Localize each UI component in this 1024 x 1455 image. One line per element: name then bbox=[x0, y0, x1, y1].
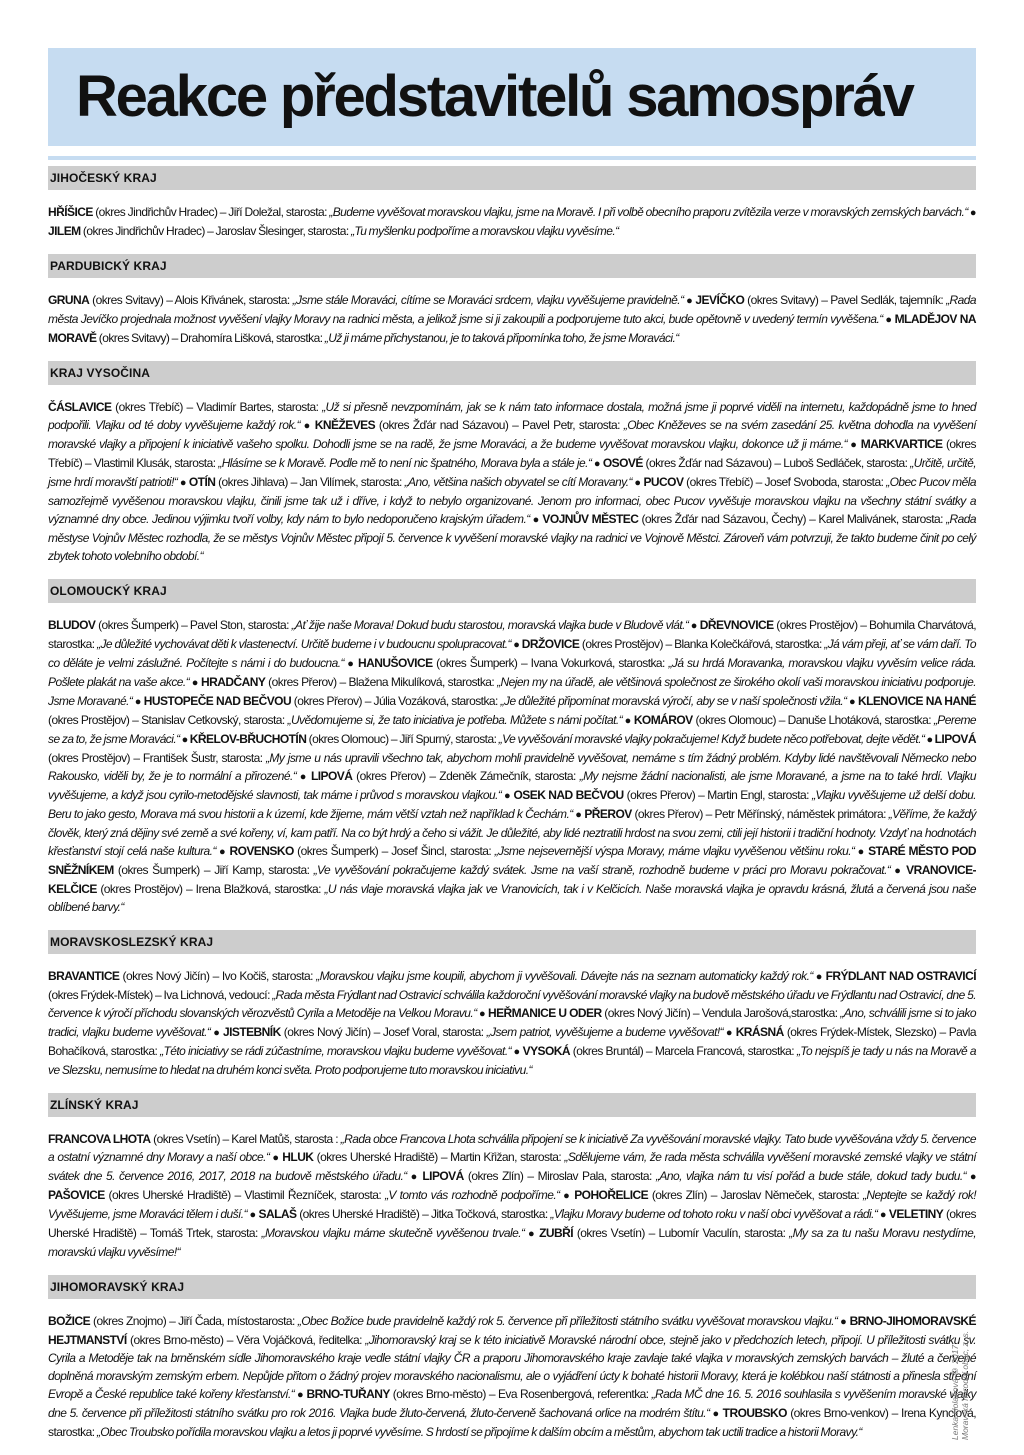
entry-quote: „Neptejte se každý rok! Vyvěšujeme, jsme Moraváci tělem i duší.“ bbox=[48, 1188, 977, 1221]
entry-info: (okres Šumperk) – Jiří Kamp, starosta: bbox=[113, 863, 314, 877]
bullet-separator: ● bbox=[924, 734, 935, 746]
entry-quote: „Této iniciativy se rádi zúčastníme, moravskou vlajku budeme vyvěšovat.“ bbox=[160, 1044, 512, 1058]
bullet-separator: ● bbox=[269, 1152, 283, 1164]
section-header: PARDUBICKÝ KRAJ bbox=[48, 254, 976, 278]
section-text bbox=[48, 967, 976, 1079]
bullet-separator: ● bbox=[709, 1408, 723, 1420]
section-header: MORAVSKOSLEZSKÝ KRAJ bbox=[48, 930, 976, 954]
entry-quote: „Obec Pucov měla samozřejmě vyvěšenou moravskou vlajku, činili jsme tak už i dříve, i když to nebylo organizované. Jenom pro informaci, obec Pucov vyvěšuje moravskou vlajku na všechny státní svátky a významné dny obce. Jedinou výjimku tvoří volby, kdy nám to bylo nedoporučeno krajským úřadem.“ bbox=[48, 475, 976, 526]
entry-info: (okres Třebíč) – Vladimír Bartes, starosta: bbox=[111, 400, 323, 414]
bullet-separator: ● bbox=[476, 1008, 488, 1020]
place-name: ZUBŘÍ bbox=[539, 1226, 574, 1240]
entry-quote: „My jsme u nás upravili všechno tak, abychom mohli pravidelně vyvěšovat, nemáme s tím žádný problém. Kdyby lidé navštěvovali Německo nebo Rakousko, viděli by, že je to normální a přirozené.“ bbox=[48, 751, 977, 783]
place-name: JILEM bbox=[48, 224, 81, 238]
entry-info: (okres Zlín) – Jaroslav Němeček, starosta: bbox=[648, 1188, 863, 1202]
place-name: HEŘMANICE U ODER bbox=[487, 1006, 602, 1020]
bullet-separator: ● bbox=[572, 809, 585, 821]
entry bbox=[48, 618, 688, 632]
bullet-separator: ● bbox=[177, 477, 189, 489]
entry-quote: „Vlajku vyvěšujeme už delší dobu. Beru to jako gesto, Morava má svou historii a k území, kde žijeme, mám větší vztah než například k Čechám.“ bbox=[48, 788, 977, 821]
place-name: MLADĚJOV NA MORAVĚ bbox=[48, 312, 976, 345]
place-name: KOMÁROV bbox=[633, 713, 693, 727]
entry-quote: „Věříme, že každý člověk, který zná dějiny své země a své kořeny, ví, kam patří. Na co být hrdý a čeho si vážit. Je důležité, aby lidé neztratili hrdost na svou zemi, ctili její historii i tradiční hodnoty. Vzdyť na hodnotách křesťanství stojí celá naše kultura.“ bbox=[48, 807, 976, 858]
place-name: FRANCOVA LHOTA bbox=[48, 1132, 151, 1146]
entry-info: (okres Uherské Hradiště) – Tomáš Trtek, starosta: bbox=[48, 1207, 976, 1240]
place-name: VOJNŮV MĚSTEC bbox=[542, 512, 639, 526]
place-name: HŘÍŠICE bbox=[48, 205, 93, 219]
entry-info: (okres Třebíč) – Josef Svoboda, starosta: bbox=[683, 475, 887, 489]
entry-quote: „Jsme stále Moraváci, cítíme se Moraváci srdcem, vlajku vyvěšujeme pravidelně.“ bbox=[292, 293, 684, 307]
entry-info: (okres Nový Jičín) – Josef Voral, starosta: bbox=[280, 1025, 487, 1039]
entry-quote: „Moravskou vlajku máme skutečně vyvěšenou trvale.“ bbox=[261, 1226, 525, 1240]
entry-info: (okres Přerov) – Júlia Vozáková, starostka: bbox=[291, 694, 501, 708]
entry-info: (okres Uherské Hradiště) – Jitka Točková, starostka: bbox=[296, 1207, 551, 1221]
entry-info: (okres Přerov) – Blažena Mikulíková, starostka: bbox=[265, 675, 498, 689]
section-header: OLOMOUCKÝ KRAJ bbox=[48, 579, 976, 603]
entry-quote: „Uvědomujeme si, že tato iniciativa je potřeba. Můžete s námi počítat.“ bbox=[287, 713, 623, 727]
place-name: BLUDOV bbox=[48, 618, 96, 632]
place-name: KŘELOV-BŘUCHOTÍN bbox=[189, 732, 307, 746]
bullet-separator: ● bbox=[296, 771, 311, 783]
document-body bbox=[48, 166, 976, 1455]
entry-info: (okres Svitavy) – Alois Křivánek, starosta: bbox=[89, 293, 293, 307]
entry bbox=[144, 694, 847, 708]
entry-info: (okres Prostějov) – František Šustr, starosta: bbox=[48, 751, 266, 765]
entry-info: (okres Přerov) – Petr Měřínský, náměstek primátora: bbox=[631, 807, 889, 821]
entry-info: (okres Přerov) – Martin Engl, starosta: bbox=[623, 788, 812, 802]
entry-info: (okres Prostějov) – Irena Blažková, starostka: bbox=[96, 882, 325, 896]
entry-info: (okres Vsetín) – Karel Matůš, starosta : bbox=[150, 1132, 341, 1146]
place-name: OTÍN bbox=[188, 475, 216, 489]
place-name: OSOVÉ bbox=[602, 456, 643, 470]
entry-quote: „Rada městyse Vojnův Městec rozhodla, že se městys Vojnův Městec připojí 5. července k vyvěšení moravské vlajky na radnici ve Vojnově Městci. Zároveň vám potvrzuji, že takto budeme činit po celý zbytek tohoto volebního období.“ bbox=[48, 512, 976, 563]
place-name: TROUBSKO bbox=[722, 1406, 787, 1420]
section-olomoucky bbox=[48, 579, 976, 916]
entry bbox=[48, 224, 619, 238]
entry-quote: „Já su hrdá Moravanka, moravskou vlajku vyvěsím velice ráda. Pošlete plakát na vaše akce.“ bbox=[48, 656, 976, 689]
entry bbox=[422, 1169, 966, 1183]
entry-quote: „Obec Kněževes se na svém zasedání 25. května dohodla na vyvěšení moravské vlajky a připojení k iniciativě vašeho spolku. Dohodli jsme se na radě, že jsme Moraváci, a že budeme vyvěšovat moravskou vlajku, dokonce už ji máme.“ bbox=[48, 418, 976, 451]
entry-info: (okres Prostějov) – Stanislav Cetkovský, starosta: bbox=[48, 713, 288, 727]
bullet-separator: ● bbox=[622, 715, 634, 727]
title-banner bbox=[48, 48, 976, 146]
section-text bbox=[48, 398, 976, 565]
entry-quote: „Rada MČ dne 16. 5. 2016 souhlasila s vyvěšením moravské vlajky dne 5. července při příležitosti státního svátku pro rok 2016. Vlajka bude žluto-červená, žluto-červeně šachovaná orlice na modrém štítu.“ bbox=[48, 1387, 977, 1420]
bullet-separator: ● bbox=[847, 439, 861, 451]
entry-quote: „Ve vyvěšování pokračujeme každý svátek. Jsme na vaší straně, rozhodně budeme v práci pro Moravu pokračovat.“ bbox=[313, 863, 891, 877]
entry-quote: „Ano, schválili jsme si to jako tradici, vlajku budeme vyvěšovat.“ bbox=[48, 1006, 977, 1039]
entry-info: (okres Olomouc) – Jiří Spurný, starosta: bbox=[306, 732, 499, 746]
entry-info: (okres Frýdek-Místek, Slezsko) – Pavla Bohačíková, starostka: bbox=[48, 1025, 976, 1058]
entry bbox=[189, 475, 632, 489]
entry bbox=[223, 1025, 723, 1039]
place-name: ČÁSLAVICE bbox=[48, 400, 112, 414]
entry-quote: „Určitě, určitě, jsme hrdí moravští patrioti!“ bbox=[48, 456, 976, 489]
entry bbox=[48, 205, 968, 219]
section-header: JIHOČESKÝ KRAJ bbox=[48, 166, 976, 190]
entry-info: (okres Frýdek-Místek) – Iva Lichnová, vedoucí: bbox=[48, 988, 273, 1002]
section-header: ZLÍNSKÝ KRAJ bbox=[48, 1093, 976, 1117]
entry-info: (okres Znojmo) – Jiří Čada, místostarosta: bbox=[90, 1314, 298, 1328]
bullet-separator: ● bbox=[877, 1209, 889, 1221]
title-divider bbox=[48, 156, 976, 160]
bullet-separator: ● bbox=[501, 790, 514, 802]
entry-quote: „Ano, vlajka nám tu visí pořád a bude stále, dokud tady budu.“ bbox=[655, 1169, 967, 1183]
entry-quote: „Pereme se za to, že jsme Moraváci.“ bbox=[48, 713, 977, 746]
place-name: KRÁSNÁ bbox=[735, 1025, 784, 1039]
place-name: LIPOVÁ bbox=[422, 1169, 464, 1183]
bullet-separator: ● bbox=[247, 1209, 259, 1221]
entry-info: (okres Svitavy) – Drahomíra Lišková, starostka: bbox=[96, 331, 325, 345]
place-name: PUCOV bbox=[643, 475, 684, 489]
place-name: LIPOVÁ bbox=[934, 732, 976, 746]
entry-quote: „Je důležité vychovávat děti k vlastenectví. Určitě budeme i v budoucnu spolupracovat.“ bbox=[97, 637, 511, 651]
entry-quote: „V tomto vás rozhodně podpoříme.“ bbox=[384, 1188, 560, 1202]
place-name: SALAŠ bbox=[258, 1207, 297, 1221]
section-jihomoravsky bbox=[48, 1275, 976, 1441]
entry-quote: „Rada města Jevíčko projednala možnost vyvěšení vlajky Moravy na radnici města, a jelikož jsme si ji zakoupili a podporujeme tuto akci, bude opětovně v uvedený termín vyvěšena.“ bbox=[48, 293, 976, 326]
bullet-separator: ● bbox=[723, 1027, 736, 1039]
place-name: LIPOVÁ bbox=[310, 769, 353, 783]
credit-author: Lenka Holaňová © 2017 bbox=[950, 1344, 960, 1440]
bullet-separator: ● bbox=[511, 1046, 523, 1058]
entry-quote: „My nejsme žádní nacionalisti, ale jsme Moravané, a jsme na to také hrdí. Vlajku vyvěšujeme, a když jsou cyrilo-metodějské slavnosti, tak máme i průvod s moravskou vlajkou.“ bbox=[48, 769, 976, 802]
entry-quote: „Ve vyvěšování moravské vlajky pokračujeme! Když budete něco potřebovat, dejte vědět.“ bbox=[498, 732, 925, 746]
bullet-separator: ● bbox=[215, 846, 230, 858]
entry-quote: „To nejspíš je tady u nás na Moravě a ve Slezsku, nemusíme to hledat na druhém konci světa. Proto podporujeme tuto moravskou iniciativu.“ bbox=[48, 1044, 976, 1077]
entry-info: (okres Vsetín) – Lubomír Vaculín, starosta: bbox=[573, 1226, 790, 1240]
bullet-separator: ● bbox=[631, 477, 644, 489]
place-name: JEVÍČKO bbox=[695, 293, 745, 307]
entry-info: (okres Žďár nad Sázavou) – Luboš Sedláček, starosta: bbox=[642, 456, 911, 470]
place-name: BRAVANTICE bbox=[48, 969, 120, 983]
entry-info: (okres Svitavy) – Pavel Sedlák, tajemník: bbox=[744, 293, 947, 307]
bullet-separator: ● bbox=[812, 971, 826, 983]
entry-quote: „Já vám přeji, ať se vám daří. To co děláte je velmi záslužné. Počítejte s námi i do budoucna.“ bbox=[48, 637, 977, 670]
entry-quote: „Budeme vyvěšovat moravskou vlajku, jsme na Moravě. I při volbě obecního praporu zvítězila verze v moravských zemských barvách.“ bbox=[329, 205, 968, 219]
bullet-separator: ● bbox=[406, 1171, 423, 1183]
entry-quote: „Jihomoravský kraj se k této iniciativě Moravské národní obce, stejně jako v předchozích letech, připojí. U příležitosti svátku sv. Cyrila a Metoděje tak na brněnském sídle Jihomoravského kraje vedle státní vlajky ČR a praporu Jihomoravského kraje zavlaje také vlajka v moravských zemských barvách – žluté a červené doplněná moravským zemským erbem. Nepůjde přitom o žádný projev moravského nacionalismu, ale o vyjádření úcty k bohaté historii Moravy, která je kolébkou naší státnosti a přinesla střední Evropě a České republice také kořeny křesťanství.“ bbox=[48, 1333, 976, 1401]
place-name: ROVENSKO bbox=[229, 844, 294, 858]
place-name: DRŽOVICE bbox=[521, 637, 580, 651]
entry-info: (okres Prostějov) – Blanka Kolečkářová, starostka: bbox=[579, 637, 825, 651]
section-jihocesky bbox=[48, 166, 976, 240]
bullet-separator: ● bbox=[559, 1190, 575, 1202]
section-header: KRAJ VYSOČINA bbox=[48, 361, 976, 385]
entry-quote: „U nás vlaje moravská vlajka jak ve Vranovicích, tak i v Kelčicích. Naše moravská vlajka je opravdu krásná, žlutá a červená jsou naše oblíbené barvy.“ bbox=[48, 882, 976, 914]
place-name: POHOŘELICE bbox=[574, 1188, 649, 1202]
section-pardubicky bbox=[48, 254, 976, 347]
place-name: HANUŠOVICE bbox=[358, 656, 433, 670]
place-name: HLUK bbox=[282, 1150, 314, 1164]
entry bbox=[229, 844, 854, 858]
entry-info: (okres Přerov) – Zdeněk Zámečník, starosta: bbox=[352, 769, 580, 783]
bullet-separator: ● bbox=[591, 458, 603, 470]
entry-quote: „Ať žije naše Morava! Dokud budu starostou, moravská vlajka bude v Bludově vlát.“ bbox=[291, 618, 689, 632]
bullet-separator: ● bbox=[967, 207, 977, 219]
entry bbox=[48, 293, 684, 307]
entry-info: (okres Žďár nad Sázavou, Čechy) – Karel Malivánek, starosta: bbox=[638, 512, 947, 526]
bullet-separator: ● bbox=[294, 1389, 307, 1401]
bullet-separator: ● bbox=[344, 658, 359, 670]
page-title: Reakce představitelů samospráv bbox=[76, 64, 913, 129]
place-name: VYSOKÁ bbox=[522, 1044, 570, 1058]
bullet-separator: ● bbox=[300, 420, 315, 432]
entry-info: (okres Uherské Hradiště) – Martin Křižan, starosta: bbox=[313, 1150, 565, 1164]
entry-quote: „Jsem patriot, vyvěšujeme a budeme vyvěšovat!“ bbox=[486, 1025, 724, 1039]
entry-quote: „Rada obce Francova Lhota schválila připojení se k iniciativě Za vyvěšování moravské vlajky. Tato bude vyvěšována vždy 5. července a ostatní významné dny Moravy a naší obce.“ bbox=[48, 1132, 976, 1164]
entry bbox=[190, 732, 925, 746]
bullet-separator: ● bbox=[683, 295, 696, 307]
place-name: OSEK NAD BEČVOU bbox=[513, 788, 624, 802]
entry-quote: „Rada města Frýdlant nad Ostravicí schválila každoroční vyvěšování moravské vlajky na budově městského úřadu ve Frýdlantu nad Ostravicí, dne 5. července k výročí příchodu slovanských věrozvěstů Cyrila a Metoděje na Velkou Moravu.“ bbox=[48, 988, 976, 1020]
entry-quote: „Jsme nejsevernější výspa Moravy, máme vlajku vyvěšenou většinu roku.“ bbox=[494, 844, 855, 858]
place-name: PŘEROV bbox=[584, 807, 632, 821]
entry-quote: „Tu myšlenku podpoříme a moravskou vlajku vyvěsíme.“ bbox=[350, 224, 619, 238]
entry-quote: „Moravskou vlajku jsme koupili, abychom ji vyvěšovali. Dávejte nás na seznam automaticky každý rok.“ bbox=[316, 969, 813, 983]
entry-quote: „Už ji máme přichystanou, je to taková připomínka toho, že jsme Moraváci.“ bbox=[324, 331, 679, 345]
entry-info: (okres Zlín) – Miroslav Pala, starosta: bbox=[463, 1169, 656, 1183]
entry-info: (okres Prostějov) – Bohumila Charvátová, starostka: bbox=[48, 618, 976, 651]
section-zlinsky bbox=[48, 1093, 976, 1261]
entry-info: (okres Jindřichův Hradec) – Jiří Doležal, starosta: bbox=[92, 205, 330, 219]
place-name: DŘEVNOVICE bbox=[699, 618, 774, 632]
bullet-separator: ● bbox=[854, 846, 869, 858]
entry-info: (okres Nový Jičín) – Ivo Kočiš, starosta: bbox=[119, 969, 317, 983]
bullet-separator: ● bbox=[882, 314, 895, 326]
place-name: PAŠOVICE bbox=[48, 1188, 105, 1202]
entry-quote: „Sdělujeme vám, že rada města schválila vyvěšení moravské zemské vlajky ve státní svátek dne 5. července 2016, 2017, 2018 na budově městského úřadu.“ bbox=[48, 1150, 976, 1183]
entry-info: (okres Bruntál) – Marcela Francová, starostka: bbox=[570, 1044, 797, 1058]
section-text bbox=[48, 616, 976, 916]
place-name: KLENOVICE NA HANÉ bbox=[857, 694, 977, 708]
bullet-separator: ● bbox=[189, 677, 202, 689]
section-text bbox=[48, 1312, 976, 1441]
entry-info: (okres Šumperk) – Josef Šincl, starosta: bbox=[293, 844, 495, 858]
entry-info: (okres Šumperk) – Ivana Vokurková, starostka: bbox=[432, 656, 669, 670]
entry-info: (okres Šumperk) – Pavel Ston, starosta: bbox=[95, 618, 292, 632]
entry-info: (okres Brno-venkov) – Irena Kynclová, starostka: bbox=[48, 1406, 976, 1439]
entry-info: (okres Jihlava) – Jan Vilímek, starosta: bbox=[215, 475, 405, 489]
entry-info: (okres Třebíč) – Vlastimil Klusák, starosta: bbox=[48, 437, 977, 470]
bullet-separator: ● bbox=[524, 1228, 540, 1240]
place-name: FRÝDLANT NAD OSTRAVICÍ bbox=[825, 969, 976, 983]
bullet-separator: ● bbox=[210, 1027, 223, 1039]
section-text bbox=[48, 291, 976, 347]
bullet-separator: ● bbox=[846, 696, 858, 708]
section-vysocina bbox=[48, 361, 976, 565]
bullet-separator: ● bbox=[837, 1316, 850, 1328]
place-name: KNĚŽEVES bbox=[314, 418, 376, 432]
bullet-separator: ● bbox=[132, 696, 144, 708]
entry-info: (okres Brno-město) – Věra Vojáčková, ředitelka: bbox=[126, 1333, 366, 1347]
section-moravskoslezsky bbox=[48, 930, 976, 1079]
place-name: BOŽICE bbox=[48, 1314, 91, 1328]
entry bbox=[259, 1207, 878, 1221]
bullet-separator: ● bbox=[179, 734, 190, 746]
entry bbox=[48, 969, 813, 983]
place-name: VRANOVICE-KELČICE bbox=[48, 863, 976, 896]
bullet-separator: ● bbox=[529, 514, 543, 526]
place-name: BRNO-TUŘANY bbox=[306, 1387, 390, 1401]
entry-quote: „Obec Božice bude pravidelně každý rok 5. července při příležitosti státního svátku vyvěšovat moravskou vlajku.“ bbox=[297, 1314, 838, 1328]
entry bbox=[48, 1188, 560, 1202]
credit-org: Moravská národní obec, z. s. bbox=[960, 1330, 970, 1440]
section-text bbox=[48, 1130, 976, 1261]
entry-info: (okres Uherské Hradiště) – Vlastimil Řezníček, starosta: bbox=[104, 1188, 385, 1202]
author-credit bbox=[950, 1300, 978, 1440]
entry-quote: „Je důležité připomínat moravská výročí, aby se v naší společnosti vžila.“ bbox=[500, 694, 847, 708]
place-name: HUSTOPEČE NAD BEČVOU bbox=[143, 694, 292, 708]
entry-quote: „Obec Troubsko pořídila moravskou vlajku a letos ji poprvé vyvěsíme. S hrdostí se připojíme k dalším obcím a městům, abychom tak uctili tradice a historii Moravy.“ bbox=[96, 1425, 862, 1439]
bullet-separator: ● bbox=[511, 639, 522, 651]
entry-quote: „My sa za tu našu Moravu nestydíme, moravskú vlajku vyvěsíme!“ bbox=[48, 1226, 976, 1259]
entry-info: (okres Nový Jičín) – Vendula Jarošová,starostka: bbox=[601, 1006, 841, 1020]
entry bbox=[48, 1314, 837, 1328]
entry-info: (okres Brno-město) – Eva Rosenbergová, referentka: bbox=[389, 1387, 652, 1401]
place-name: STARÉ MĚSTO POD SNĚŽNÍKEM bbox=[48, 844, 977, 877]
section-header: JIHOMORAVSKÝ KRAJ bbox=[48, 1275, 976, 1299]
entry-quote: „Ano, většina našich obyvatel se cítí Moravany.“ bbox=[404, 475, 632, 489]
entry-quote: „Hlásíme se k Moravě. Podle mě to není nic špatného, Morava byla a stále je.“ bbox=[218, 456, 592, 470]
place-name: VELETINY bbox=[888, 1207, 944, 1221]
bullet-separator: ● bbox=[688, 620, 700, 632]
entry-info: (okres Žďár nad Sázavou) – Pavel Petr, starosta: bbox=[375, 418, 624, 432]
place-name: HRADČANY bbox=[201, 675, 266, 689]
bullet-separator: ● bbox=[966, 1171, 976, 1183]
entry-info: (okres Olomouc) – Danuše Lhotáková, starostka: bbox=[692, 713, 934, 727]
entry-quote: „Nejen my na úřadě, ale většinová společnost ze širokého okolí vaši moravskou iniciativu podporuje. Jsme Moravané.“ bbox=[48, 675, 976, 708]
place-name: JISTEBNÍK bbox=[222, 1025, 281, 1039]
section-text bbox=[48, 203, 976, 240]
place-name: MARKVARTICE bbox=[860, 437, 943, 451]
entry-quote: „Už si přesně nevzpomínám, jak se k nám tato informace dostala, možná jsme ji poprvé viděli na internetu, každopádně jsme to hned podpořili. Vlajku od té doby vyvěšujeme každý rok.“ bbox=[48, 400, 977, 432]
entry-quote: „Vlajku Moravy budeme od tohoto roku v naší obci vyvěšovat a rádi.“ bbox=[550, 1207, 878, 1221]
place-name: BRNO-JIHOMORAVSKÉ HEJTMANSTVÍ bbox=[48, 1314, 976, 1347]
bullet-separator: ● bbox=[890, 865, 907, 877]
place-name: GRUNA bbox=[48, 293, 90, 307]
entry-info: (okres Jindřichův Hradec) – Jaroslav Šlesinger, starosta: bbox=[80, 224, 351, 238]
